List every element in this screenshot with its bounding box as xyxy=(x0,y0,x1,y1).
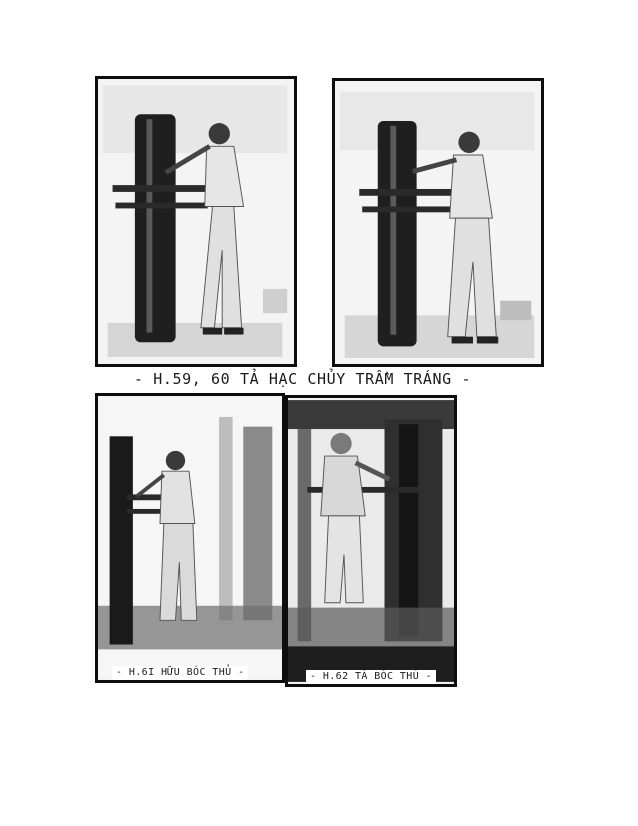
caption-h62: - H.62 TẢ BÓC THỦ - xyxy=(306,670,436,684)
photo-h60-illustration xyxy=(335,81,541,364)
group-caption-h59-h60: - H.59, 60 TẢ HẠC CHỦY TRẦM TRÁNG - xyxy=(134,370,472,388)
photo-h59-illustration xyxy=(98,79,294,364)
photo-h59 xyxy=(95,76,297,367)
photo-h61 xyxy=(95,393,285,683)
photo-h62-illustration xyxy=(288,398,454,684)
photo-h62 xyxy=(285,395,457,687)
photo-h61-illustration xyxy=(98,396,282,680)
photo-h60 xyxy=(332,78,544,367)
caption-h61: - H.6I HỮU BÓC THỦ - xyxy=(112,666,248,680)
